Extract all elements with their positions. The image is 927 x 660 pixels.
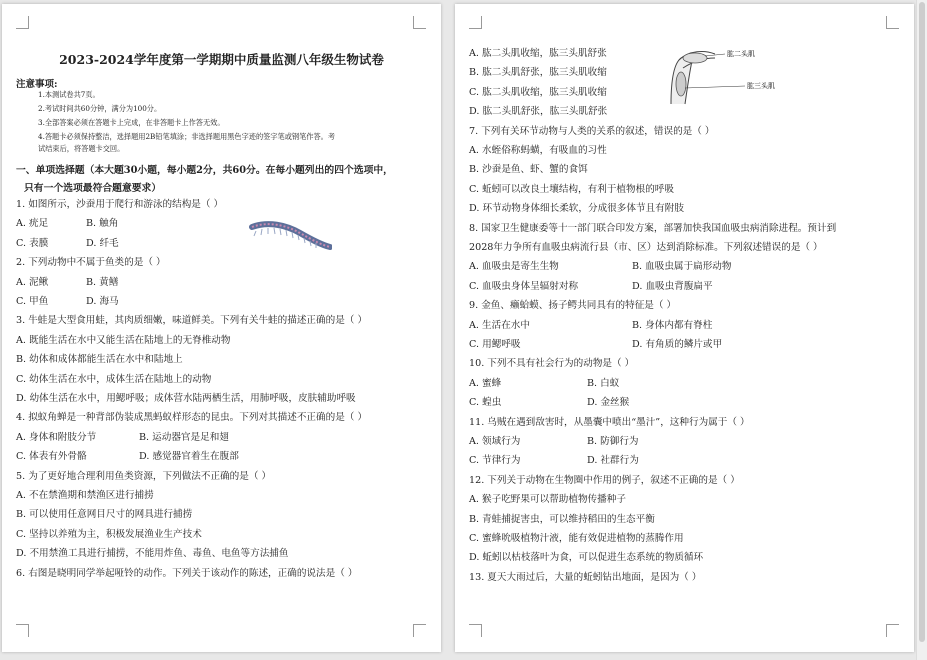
option-b: D. 有角质的鳞片或甲 <box>632 339 723 350</box>
arm-muscle-diagram <box>665 44 785 112</box>
question-line: 2028年力争所有血吸虫病流行县（市、区）达到消除标准。下列叙述错误的是（ ） <box>469 242 823 253</box>
option-a: A. 泥鳅 <box>16 276 49 288</box>
question-line: 11. 乌贼在遇到敌害时，从墨囊中喷出“墨汁”，这种行为属于（ ） <box>469 416 750 428</box>
option-a: C. 表膜 <box>16 237 49 249</box>
section-heading-cont: 只有一个选项最符合题意要求） <box>24 183 162 194</box>
question-line: C. 幼体生活在水中，成体生活在陆地上的动物 <box>16 373 212 385</box>
option-a: A. 蜜蜂 <box>469 377 502 389</box>
question-line: D. 肱二头肌舒张，肱三头肌舒张 <box>469 106 608 118</box>
option-b: B. 触角 <box>86 218 119 230</box>
question-line: 9. 金鱼、癞蛤蟆、扬子鳄共同具有的特征是（ ） <box>469 300 677 312</box>
option-b: D. 纤毛 <box>86 237 119 249</box>
notice-item: 试结束后，将答题卡交回。 <box>38 144 125 153</box>
notice-item: 2.考试时间共60分钟，满分为100分。 <box>38 104 162 113</box>
option-b: B. 黄鳝 <box>86 276 119 288</box>
sandworm-image <box>248 217 332 251</box>
label-biceps: 肱二头肌 <box>727 50 755 58</box>
option-b: D. 感觉器官着生在腹部 <box>139 451 239 463</box>
option-a: C. 蝗虫 <box>469 397 502 409</box>
notice-item: 1.本测试卷共7页。 <box>38 90 100 99</box>
option-b: B. 防御行为 <box>587 436 639 447</box>
crop-mark <box>16 624 29 637</box>
question-line: C. 蚯蚓可以改良土壤结构，有利于植物根的呼吸 <box>469 183 674 195</box>
option-a: A. 生活在水中 <box>469 319 530 331</box>
option-a: C. 血吸虫身体呈辐射对称 <box>469 280 579 292</box>
notice-item: 3.全部答案必须在答题卡上完成，在非答题卡上作答无效。 <box>38 118 225 127</box>
option-b: D. 社群行为 <box>587 455 639 467</box>
option-b: D. 海马 <box>86 296 119 307</box>
scrollbar-thumb[interactable] <box>919 2 925 642</box>
question-line: A. 猴子吃野果可以帮助植物传播种子 <box>469 494 626 506</box>
crop-mark <box>886 16 899 29</box>
question-line: 7. 下列有关环节动物与人类的关系的叙述，错误的是（ ） <box>469 125 715 137</box>
document-page-right <box>455 4 914 652</box>
option-b: D. 金丝猴 <box>587 397 630 409</box>
question-line: B. 幼体和成体都能生活在水中和陆地上 <box>16 354 183 366</box>
option-a: A. 疣足 <box>16 218 49 230</box>
option-b: D. 血吸虫背腹扁平 <box>632 280 713 292</box>
option-b: B. 身体内都有脊柱 <box>632 319 713 331</box>
question-line: 1. 如图所示，沙蚕用于爬行和游泳的结构是（ ） <box>16 199 224 210</box>
question-line: 6. 右图是晓明同学举起哑铃的动作。下列关于该动作的陈述，正确的说法是（ ） <box>16 567 358 579</box>
crop-mark <box>413 16 426 29</box>
question-line: B. 沙蚕是鱼、虾、蟹的食饵 <box>469 164 588 176</box>
label-triceps: 肱三头肌 <box>747 82 775 90</box>
question-line: D. 幼体生活在水中，用鳃呼吸；成体营水陆两栖生活，用肺呼吸，皮肤辅助呼吸 <box>16 393 356 404</box>
page-title: 2023-2024学年度第一学期期中质量监测八年级生物试卷 <box>59 52 384 67</box>
crop-mark <box>413 624 426 637</box>
question-line: D. 环节动物身体细长柔软，分成很多体节且有附肢 <box>469 203 684 215</box>
question-line: A. 水蛭俗称蚂蟥，有吸血的习性 <box>469 145 607 156</box>
option-b: B. 运动器官是足和翅 <box>139 431 229 443</box>
vertical-scrollbar[interactable] <box>916 0 927 660</box>
question-line: 8. 国家卫生健康委等十一部门联合印发方案，部署加快我国血吸虫病消除进程。预计到 <box>469 222 837 234</box>
crop-mark <box>886 624 899 637</box>
crop-mark <box>469 16 482 29</box>
question-line: 12. 下列关于动物在生物圈中作用的例子，叙述不正确的是（ ） <box>469 474 740 486</box>
option-b: B. 血吸虫属于扁形动物 <box>632 261 732 273</box>
question-line: 4. 拟蚁角蝉是一种背部伪装成黑蚂蚁样形态的昆虫。下列对其描述不正确的是（ ） <box>16 412 368 424</box>
question-line: 2. 下列动物中不属于鱼类的是（ ） <box>16 257 166 269</box>
option-a: C. 甲鱼 <box>16 296 49 307</box>
notice-item: 4.答题卡必须保持整洁，选择题用2B铅笔填涂；非选择题用黑色字迹的签字笔或钢笔作答。考 <box>38 132 336 141</box>
question-line: B. 青蛙捕捉害虫，可以维持稻田的生态平衡 <box>469 513 655 525</box>
question-line: C. 肱二头肌收缩，肱三头肌收缩 <box>469 86 607 98</box>
question-line: A. 不在禁渔期和禁渔区进行捕捞 <box>16 490 154 501</box>
question-line: D. 不用禁渔工具进行捕捞，不能用炸鱼、毒鱼、电鱼等方法捕鱼 <box>16 548 289 560</box>
question-line: 5. 为了更好地合理利用鱼类资源，下列做法不正确的是（ ） <box>16 470 272 482</box>
option-a: C. 节律行为 <box>469 455 521 467</box>
question-line: 3. 牛蛙是大型食用蛙，其肉质细嫩，味道鲜美。下列有关牛蛙的描述正确的是（ ） <box>16 315 368 327</box>
crop-mark <box>16 16 29 29</box>
option-a: A. 血吸虫是寄生生物 <box>469 261 559 273</box>
question-line: A. 肱二头肌收缩，肱三头肌舒张 <box>469 48 607 59</box>
question-line: C. 坚持以养殖为主，积极发展渔业生产技术 <box>16 528 202 540</box>
option-a: C. 体表有外骨骼 <box>16 451 87 463</box>
question-line: D. 蚯蚓以枯枝落叶为食，可以促进生态系统的物质循环 <box>469 552 704 564</box>
section-heading: 一、单项选择题（本大题30小题，每小题2分，共60分。在每小题列出的四个选项中， <box>16 165 393 176</box>
question-line: B. 可以使用任意网目尺寸的网具进行捕捞 <box>16 509 193 521</box>
option-a: C. 用鳃呼吸 <box>469 339 521 350</box>
question-line: 10. 下列不具有社会行为的动物是（ ） <box>469 358 635 370</box>
crop-mark <box>469 624 482 637</box>
question-line: C. 蜜蜂吮吸植物汁液，能有效促进植物的蒸腾作用 <box>469 533 684 544</box>
option-a: A. 领域行为 <box>469 436 521 447</box>
question-line: A. 既能生活在水中又能生活在陆地上的无脊椎动物 <box>16 334 231 346</box>
question-line: B. 肱二头肌舒张，肱三头肌收缩 <box>469 67 607 79</box>
option-b: B. 白蚁 <box>587 377 620 389</box>
question-line: 13. 夏天大雨过后，大量的蚯蚓钻出地面，是因为（ ） <box>469 571 702 583</box>
notice-heading: 注意事项: <box>16 79 58 90</box>
option-a: A. 身体和附肢分节 <box>16 431 97 443</box>
document-page-left <box>2 4 441 652</box>
